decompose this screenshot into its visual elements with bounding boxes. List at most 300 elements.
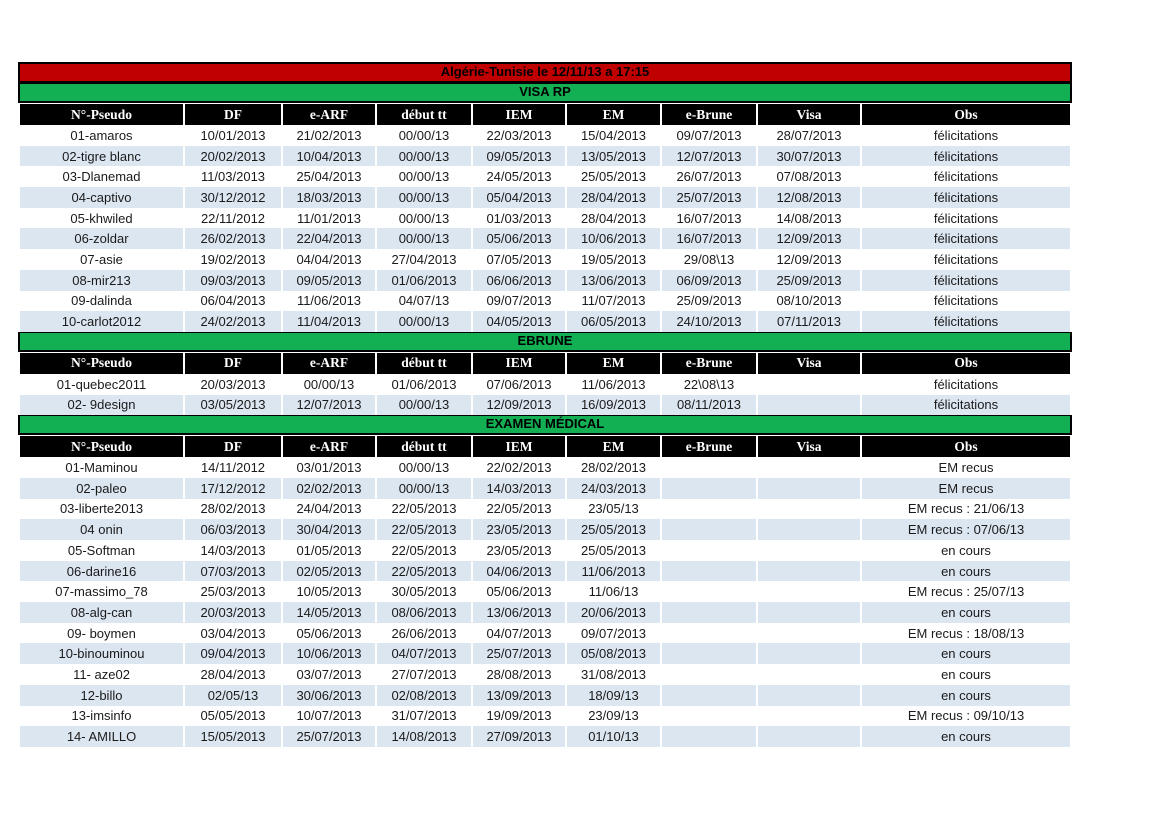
cell: 07/03/2013 bbox=[185, 561, 281, 582]
cell: félicitations bbox=[862, 166, 1070, 187]
cell: EM recus : 18/08/13 bbox=[862, 623, 1070, 644]
cell bbox=[758, 478, 860, 499]
table-body bbox=[20, 457, 1070, 747]
cell: 02/05/2013 bbox=[283, 561, 375, 582]
cell: 01-Maminou bbox=[20, 457, 183, 478]
column-header: IEM bbox=[473, 436, 565, 457]
cell bbox=[758, 706, 860, 727]
cell: 28/04/2013 bbox=[567, 187, 660, 208]
column-header: Visa bbox=[758, 353, 860, 374]
spreadsheet bbox=[18, 62, 1072, 747]
table-row bbox=[20, 166, 1070, 187]
cell: 03-liberte2013 bbox=[20, 499, 183, 520]
cell: 25/09/2013 bbox=[758, 270, 860, 291]
cell: 24/04/2013 bbox=[283, 499, 375, 520]
column-header: début tt bbox=[377, 436, 471, 457]
cell bbox=[758, 561, 860, 582]
cell: 20/06/2013 bbox=[567, 602, 660, 623]
cell: 06/05/2013 bbox=[567, 311, 660, 332]
cell: 25/05/2013 bbox=[567, 166, 660, 187]
cell: 14/03/2013 bbox=[473, 478, 565, 499]
column-header: e-Brune bbox=[662, 353, 756, 374]
column-header: e-ARF bbox=[283, 436, 375, 457]
cell: 05/06/2013 bbox=[473, 581, 565, 602]
column-header: Visa bbox=[758, 436, 860, 457]
table-body bbox=[20, 374, 1070, 415]
table-row bbox=[20, 395, 1070, 416]
cell: 26/07/2013 bbox=[662, 166, 756, 187]
cell: en cours bbox=[862, 643, 1070, 664]
cell: 06-darine16 bbox=[20, 561, 183, 582]
header-row bbox=[20, 353, 1070, 374]
cell: 02-tigre blanc bbox=[20, 146, 183, 167]
cell: 13-imsinfo bbox=[20, 706, 183, 727]
cell: 20/03/2013 bbox=[185, 374, 281, 395]
table-row bbox=[20, 664, 1070, 685]
cell: 05/08/2013 bbox=[567, 643, 660, 664]
title-bar: Algérie-Tunisie le 12/11/13 a 17:15 bbox=[18, 62, 1072, 83]
header-row bbox=[20, 436, 1070, 457]
cell: 25/07/2013 bbox=[473, 643, 565, 664]
section-table bbox=[18, 353, 1072, 415]
cell bbox=[758, 540, 860, 561]
cell: 01-amaros bbox=[20, 125, 183, 146]
cell: 09- boymen bbox=[20, 623, 183, 644]
cell: 01-quebec2011 bbox=[20, 374, 183, 395]
cell: 13/06/2013 bbox=[567, 270, 660, 291]
cell: 20/02/2013 bbox=[185, 146, 281, 167]
cell bbox=[662, 540, 756, 561]
cell: 27/09/2013 bbox=[473, 726, 565, 747]
cell bbox=[662, 643, 756, 664]
cell: 28/04/2013 bbox=[185, 664, 281, 685]
cell: 02- 9design bbox=[20, 395, 183, 416]
cell: 05-khwiled bbox=[20, 208, 183, 229]
cell: 07-massimo_78 bbox=[20, 581, 183, 602]
cell: 03/07/2013 bbox=[283, 664, 375, 685]
cell bbox=[758, 457, 860, 478]
cell: 16/07/2013 bbox=[662, 208, 756, 229]
table-body bbox=[20, 125, 1070, 332]
cell: 05/05/2013 bbox=[185, 706, 281, 727]
cell: 22/05/2013 bbox=[377, 561, 471, 582]
cell: félicitations bbox=[862, 125, 1070, 146]
cell: 14/08/2013 bbox=[377, 726, 471, 747]
cell: 06/06/2013 bbox=[473, 270, 565, 291]
column-header: Obs bbox=[862, 436, 1070, 457]
cell: 13/09/2013 bbox=[473, 685, 565, 706]
cell: en cours bbox=[862, 685, 1070, 706]
cell: 25/07/2013 bbox=[662, 187, 756, 208]
header-row bbox=[20, 104, 1070, 125]
cell bbox=[758, 623, 860, 644]
cell: 11/06/2013 bbox=[283, 291, 375, 312]
cell: 09/03/2013 bbox=[185, 270, 281, 291]
section bbox=[18, 332, 1072, 415]
cell: EM recus : 25/07/13 bbox=[862, 581, 1070, 602]
column-header: e-ARF bbox=[283, 353, 375, 374]
cell bbox=[758, 664, 860, 685]
cell: 24/10/2013 bbox=[662, 311, 756, 332]
cell: 24/05/2013 bbox=[473, 166, 565, 187]
cell: 07/05/2013 bbox=[473, 249, 565, 270]
cell: 22/05/2013 bbox=[377, 540, 471, 561]
cell: 00/00/13 bbox=[377, 166, 471, 187]
sections bbox=[18, 83, 1072, 747]
cell: félicitations bbox=[862, 146, 1070, 167]
cell: 30/12/2012 bbox=[185, 187, 281, 208]
cell: 30/06/2013 bbox=[283, 685, 375, 706]
cell bbox=[758, 685, 860, 706]
column-header: DF bbox=[185, 436, 281, 457]
cell: 05/06/2013 bbox=[283, 623, 375, 644]
cell: 10/01/2013 bbox=[185, 125, 281, 146]
cell: 06/03/2013 bbox=[185, 519, 281, 540]
cell: en cours bbox=[862, 540, 1070, 561]
cell bbox=[662, 457, 756, 478]
table-row bbox=[20, 457, 1070, 478]
cell: 16/07/2013 bbox=[662, 228, 756, 249]
cell: 19/05/2013 bbox=[567, 249, 660, 270]
table-row bbox=[20, 208, 1070, 229]
cell: 11/07/2013 bbox=[567, 291, 660, 312]
cell bbox=[662, 478, 756, 499]
cell: félicitations bbox=[862, 395, 1070, 416]
table-row bbox=[20, 685, 1070, 706]
cell: 24/03/2013 bbox=[567, 478, 660, 499]
cell: 22/04/2013 bbox=[283, 228, 375, 249]
cell: 10/04/2013 bbox=[283, 146, 375, 167]
cell: félicitations bbox=[862, 228, 1070, 249]
cell: 04/06/2013 bbox=[473, 561, 565, 582]
cell: félicitations bbox=[862, 249, 1070, 270]
column-header: e-Brune bbox=[662, 436, 756, 457]
table-row bbox=[20, 581, 1070, 602]
table-row bbox=[20, 187, 1070, 208]
cell bbox=[758, 602, 860, 623]
cell: 02-paleo bbox=[20, 478, 183, 499]
cell bbox=[662, 519, 756, 540]
table-row bbox=[20, 561, 1070, 582]
table-row bbox=[20, 291, 1070, 312]
cell: 05/06/2013 bbox=[473, 228, 565, 249]
cell: 09/05/2013 bbox=[283, 270, 375, 291]
cell: 19/09/2013 bbox=[473, 706, 565, 727]
cell: 25/05/2013 bbox=[567, 540, 660, 561]
column-header: EM bbox=[567, 436, 660, 457]
cell: 18/03/2013 bbox=[283, 187, 375, 208]
cell: 09-dalinda bbox=[20, 291, 183, 312]
cell: 28/02/2013 bbox=[185, 499, 281, 520]
cell: 14/03/2013 bbox=[185, 540, 281, 561]
cell: 11/03/2013 bbox=[185, 166, 281, 187]
table-row bbox=[20, 270, 1070, 291]
cell bbox=[758, 581, 860, 602]
cell: 12/09/2013 bbox=[758, 249, 860, 270]
cell bbox=[662, 685, 756, 706]
cell bbox=[662, 664, 756, 685]
cell: 23/05/2013 bbox=[473, 519, 565, 540]
cell: 15/04/2013 bbox=[567, 125, 660, 146]
cell: 30/05/2013 bbox=[377, 581, 471, 602]
table-row bbox=[20, 125, 1070, 146]
cell: 00/00/13 bbox=[377, 395, 471, 416]
cell: 29/08\13 bbox=[662, 249, 756, 270]
cell: 28/04/2013 bbox=[567, 208, 660, 229]
cell bbox=[758, 643, 860, 664]
table-row bbox=[20, 602, 1070, 623]
cell: 21/02/2013 bbox=[283, 125, 375, 146]
cell: 00/00/13 bbox=[377, 228, 471, 249]
cell: en cours bbox=[862, 726, 1070, 747]
cell: 24/02/2013 bbox=[185, 311, 281, 332]
cell: 23/05/13 bbox=[567, 499, 660, 520]
table-row bbox=[20, 228, 1070, 249]
table-row bbox=[20, 519, 1070, 540]
cell: 20/03/2013 bbox=[185, 602, 281, 623]
cell: 09/07/2013 bbox=[473, 291, 565, 312]
cell: en cours bbox=[862, 602, 1070, 623]
cell: félicitations bbox=[862, 291, 1070, 312]
table-row bbox=[20, 643, 1070, 664]
cell: 07-asie bbox=[20, 249, 183, 270]
cell: 30/04/2013 bbox=[283, 519, 375, 540]
cell: 14- AMILLO bbox=[20, 726, 183, 747]
table-row bbox=[20, 249, 1070, 270]
cell: 30/07/2013 bbox=[758, 146, 860, 167]
cell: 01/06/2013 bbox=[377, 270, 471, 291]
cell: 06-zoldar bbox=[20, 228, 183, 249]
cell: 14/11/2012 bbox=[185, 457, 281, 478]
cell: 10/06/2013 bbox=[567, 228, 660, 249]
column-header: N°-Pseudo bbox=[20, 436, 183, 457]
cell: 09/05/2013 bbox=[473, 146, 565, 167]
cell: 22/03/2013 bbox=[473, 125, 565, 146]
cell: 00/00/13 bbox=[377, 187, 471, 208]
cell bbox=[758, 726, 860, 747]
cell: 16/09/2013 bbox=[567, 395, 660, 416]
cell: 07/06/2013 bbox=[473, 374, 565, 395]
cell: 08/06/2013 bbox=[377, 602, 471, 623]
cell: 07/11/2013 bbox=[758, 311, 860, 332]
column-header: Obs bbox=[862, 353, 1070, 374]
cell: EM recus bbox=[862, 457, 1070, 478]
cell: 01/03/2013 bbox=[473, 208, 565, 229]
cell: 11- aze02 bbox=[20, 664, 183, 685]
table-row bbox=[20, 540, 1070, 561]
cell: félicitations bbox=[862, 208, 1070, 229]
cell: 00/00/13 bbox=[377, 457, 471, 478]
section bbox=[18, 415, 1072, 747]
cell: 28/02/2013 bbox=[567, 457, 660, 478]
cell bbox=[758, 519, 860, 540]
cell bbox=[662, 581, 756, 602]
table-row bbox=[20, 726, 1070, 747]
cell: 12/07/2013 bbox=[283, 395, 375, 416]
table-row bbox=[20, 623, 1070, 644]
cell: 12-billo bbox=[20, 685, 183, 706]
section-table bbox=[18, 436, 1072, 747]
table-row bbox=[20, 311, 1070, 332]
cell: 14/08/2013 bbox=[758, 208, 860, 229]
cell: 12/09/2013 bbox=[473, 395, 565, 416]
cell: 19/02/2013 bbox=[185, 249, 281, 270]
cell: 00/00/13 bbox=[377, 208, 471, 229]
cell: 18/09/13 bbox=[567, 685, 660, 706]
cell: 04/07/2013 bbox=[473, 623, 565, 644]
cell: EM recus : 07/06/13 bbox=[862, 519, 1070, 540]
cell: félicitations bbox=[862, 270, 1070, 291]
cell: 01/06/2013 bbox=[377, 374, 471, 395]
cell: 25/09/2013 bbox=[662, 291, 756, 312]
cell: 00/00/13 bbox=[377, 478, 471, 499]
cell: 22/02/2013 bbox=[473, 457, 565, 478]
cell: 15/05/2013 bbox=[185, 726, 281, 747]
cell: 22/05/2013 bbox=[377, 519, 471, 540]
column-header: début tt bbox=[377, 104, 471, 125]
cell: 06/09/2013 bbox=[662, 270, 756, 291]
table-row bbox=[20, 499, 1070, 520]
cell: 25/04/2013 bbox=[283, 166, 375, 187]
cell bbox=[662, 726, 756, 747]
table-row bbox=[20, 478, 1070, 499]
cell: 09/04/2013 bbox=[185, 643, 281, 664]
section-table bbox=[18, 104, 1072, 332]
column-header: IEM bbox=[473, 104, 565, 125]
cell: 25/03/2013 bbox=[185, 581, 281, 602]
cell: EM recus : 09/10/13 bbox=[862, 706, 1070, 727]
cell: 09/07/2013 bbox=[567, 623, 660, 644]
cell: 12/07/2013 bbox=[662, 146, 756, 167]
cell: 31/07/2013 bbox=[377, 706, 471, 727]
section-title: VISA RP bbox=[18, 83, 1072, 103]
cell: 10/05/2013 bbox=[283, 581, 375, 602]
cell: 08-alg-can bbox=[20, 602, 183, 623]
cell: 02/05/13 bbox=[185, 685, 281, 706]
section-title: EBRUNE bbox=[18, 332, 1072, 352]
cell: EM recus : 21/06/13 bbox=[862, 499, 1070, 520]
cell: 25/07/2013 bbox=[283, 726, 375, 747]
cell: en cours bbox=[862, 664, 1070, 685]
cell: EM recus bbox=[862, 478, 1070, 499]
cell: 28/08/2013 bbox=[473, 664, 565, 685]
column-header: e-ARF bbox=[283, 104, 375, 125]
cell bbox=[758, 374, 860, 395]
cell: 03/01/2013 bbox=[283, 457, 375, 478]
column-header: EM bbox=[567, 353, 660, 374]
cell bbox=[662, 623, 756, 644]
cell: 13/05/2013 bbox=[567, 146, 660, 167]
cell: 26/06/2013 bbox=[377, 623, 471, 644]
cell: 10/06/2013 bbox=[283, 643, 375, 664]
cell bbox=[662, 706, 756, 727]
cell: 07/08/2013 bbox=[758, 166, 860, 187]
cell: 04 onin bbox=[20, 519, 183, 540]
cell: 00/00/13 bbox=[377, 311, 471, 332]
cell: 04/05/2013 bbox=[473, 311, 565, 332]
column-header: DF bbox=[185, 353, 281, 374]
cell: 14/05/2013 bbox=[283, 602, 375, 623]
cell: 05-Softman bbox=[20, 540, 183, 561]
cell bbox=[758, 499, 860, 520]
cell: 04/04/2013 bbox=[283, 249, 375, 270]
cell: 11/06/13 bbox=[567, 581, 660, 602]
cell: 04/07/13 bbox=[377, 291, 471, 312]
column-header: IEM bbox=[473, 353, 565, 374]
table-row bbox=[20, 146, 1070, 167]
cell: 11/06/2013 bbox=[567, 374, 660, 395]
cell: 00/00/13 bbox=[377, 146, 471, 167]
cell bbox=[662, 602, 756, 623]
column-header: Visa bbox=[758, 104, 860, 125]
cell: 03/05/2013 bbox=[185, 395, 281, 416]
column-header: N°-Pseudo bbox=[20, 353, 183, 374]
cell: 27/04/2013 bbox=[377, 249, 471, 270]
cell: félicitations bbox=[862, 187, 1070, 208]
cell: 25/05/2013 bbox=[567, 519, 660, 540]
cell: 10-carlot2012 bbox=[20, 311, 183, 332]
table-row bbox=[20, 374, 1070, 395]
cell: 10/07/2013 bbox=[283, 706, 375, 727]
cell: 04/07/2013 bbox=[377, 643, 471, 664]
column-header: DF bbox=[185, 104, 281, 125]
cell bbox=[662, 499, 756, 520]
cell: 05/04/2013 bbox=[473, 187, 565, 208]
cell: 09/07/2013 bbox=[662, 125, 756, 146]
cell: 04-captivo bbox=[20, 187, 183, 208]
cell bbox=[662, 561, 756, 582]
column-header: EM bbox=[567, 104, 660, 125]
cell: 22\08\13 bbox=[662, 374, 756, 395]
section bbox=[18, 83, 1072, 332]
cell: 00/00/13 bbox=[283, 374, 375, 395]
cell: 12/09/2013 bbox=[758, 228, 860, 249]
cell: 31/08/2013 bbox=[567, 664, 660, 685]
cell: félicitations bbox=[862, 374, 1070, 395]
cell: 08-mir213 bbox=[20, 270, 183, 291]
cell: 02/08/2013 bbox=[377, 685, 471, 706]
cell: 13/06/2013 bbox=[473, 602, 565, 623]
column-header: e-Brune bbox=[662, 104, 756, 125]
cell: 03-Dlanemad bbox=[20, 166, 183, 187]
column-header: Obs bbox=[862, 104, 1070, 125]
cell: 10-binouminou bbox=[20, 643, 183, 664]
cell bbox=[758, 395, 860, 416]
cell: 01/10/13 bbox=[567, 726, 660, 747]
column-header: N°-Pseudo bbox=[20, 104, 183, 125]
cell: 26/02/2013 bbox=[185, 228, 281, 249]
cell: 17/12/2012 bbox=[185, 478, 281, 499]
cell: 03/04/2013 bbox=[185, 623, 281, 644]
cell: 00/00/13 bbox=[377, 125, 471, 146]
cell: 11/04/2013 bbox=[283, 311, 375, 332]
cell: 22/05/2013 bbox=[377, 499, 471, 520]
cell: 12/08/2013 bbox=[758, 187, 860, 208]
cell: 23/09/13 bbox=[567, 706, 660, 727]
cell: félicitations bbox=[862, 311, 1070, 332]
cell: 23/05/2013 bbox=[473, 540, 565, 561]
cell: 22/11/2012 bbox=[185, 208, 281, 229]
cell: 08/10/2013 bbox=[758, 291, 860, 312]
column-header: début tt bbox=[377, 353, 471, 374]
cell: 11/06/2013 bbox=[567, 561, 660, 582]
cell: 11/01/2013 bbox=[283, 208, 375, 229]
cell: 27/07/2013 bbox=[377, 664, 471, 685]
section-title: EXAMEN MÉDICAL bbox=[18, 415, 1072, 435]
cell: 28/07/2013 bbox=[758, 125, 860, 146]
cell: 02/02/2013 bbox=[283, 478, 375, 499]
table-row bbox=[20, 706, 1070, 727]
